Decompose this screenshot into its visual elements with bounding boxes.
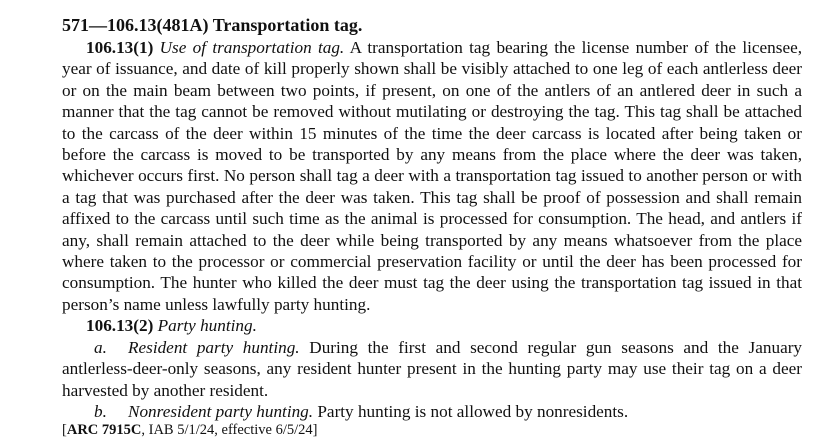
paragraph-b [62,401,802,422]
history-note [62,421,802,439]
subrule-2-heading-line [62,315,802,336]
rule-heading [62,14,802,37]
subrule-1-text: A transportation tag bearing the license number of the licensee, year of issuance, and date of kill properly shown shall be visibly attached to one leg of each antlerless deer or on the main beam between two points, if present, on one of the antlers of an antlered deer in such a manner that the tag cannot be removed without mutilating or destroying the tag. This tag shall be attached to the carcass of the deer within 15 minutes of the time the deer carcass is located after being taken or before the carcass is moved to be transported by any means from the place where the deer was taken, whichever occurs first. No person shall tag a deer with a transportation tag issued to another person or with a tag that was purchased after the deer was taken. This tag shall be proof of possession and shall remain affixed to the carcass until such time as the animal is processed for consumption. The head, and antlers if any, shall remain attached to the deer while being transported by any means whatsoever from the place where taken to the processor or commercial preservation facility or until the deer has been processed for consumption. The hunter who killed the deer must tag the deer using the transportation tag issued in that person’s name unless lawfully party hunting. [62,38,802,314]
paragraph-a-heading: Resident party hunting. [128,337,300,357]
history-details: , IAB 5/1/24, effective 6/5/24] [141,422,318,439]
rule-document [62,14,802,439]
subrule-1-paragraph [62,37,802,315]
rule-title: Transportation tag. [212,15,363,35]
subrule-2-number: 106.13(2) [86,316,154,336]
paragraph-b-letter: b. [94,401,107,421]
history-open-bracket: [ [62,422,67,439]
paragraph-a-text: During the first and second regular gun seasons and the January antlerless-deer-only seasons, any resident hunter present in the hunting party may use their tag on a deer harvested by another resident. [62,337,803,400]
paragraph-b-text: Party hunting is not allowed by nonresidents. [317,401,629,421]
rule-number: 571—106.13(481A) [62,15,209,35]
paragraph-b-heading: Nonresident party hunting. [128,401,314,421]
paragraph-a [62,337,802,401]
paragraph-a-letter: a. [94,337,107,357]
subrule-1-number: 106.13(1) [86,38,154,57]
history-arc-number: ARC 7915C [66,422,142,439]
subrule-1-heading: Use of transportation tag. [159,38,345,57]
subrule-2-heading: Party hunting. [157,316,257,336]
